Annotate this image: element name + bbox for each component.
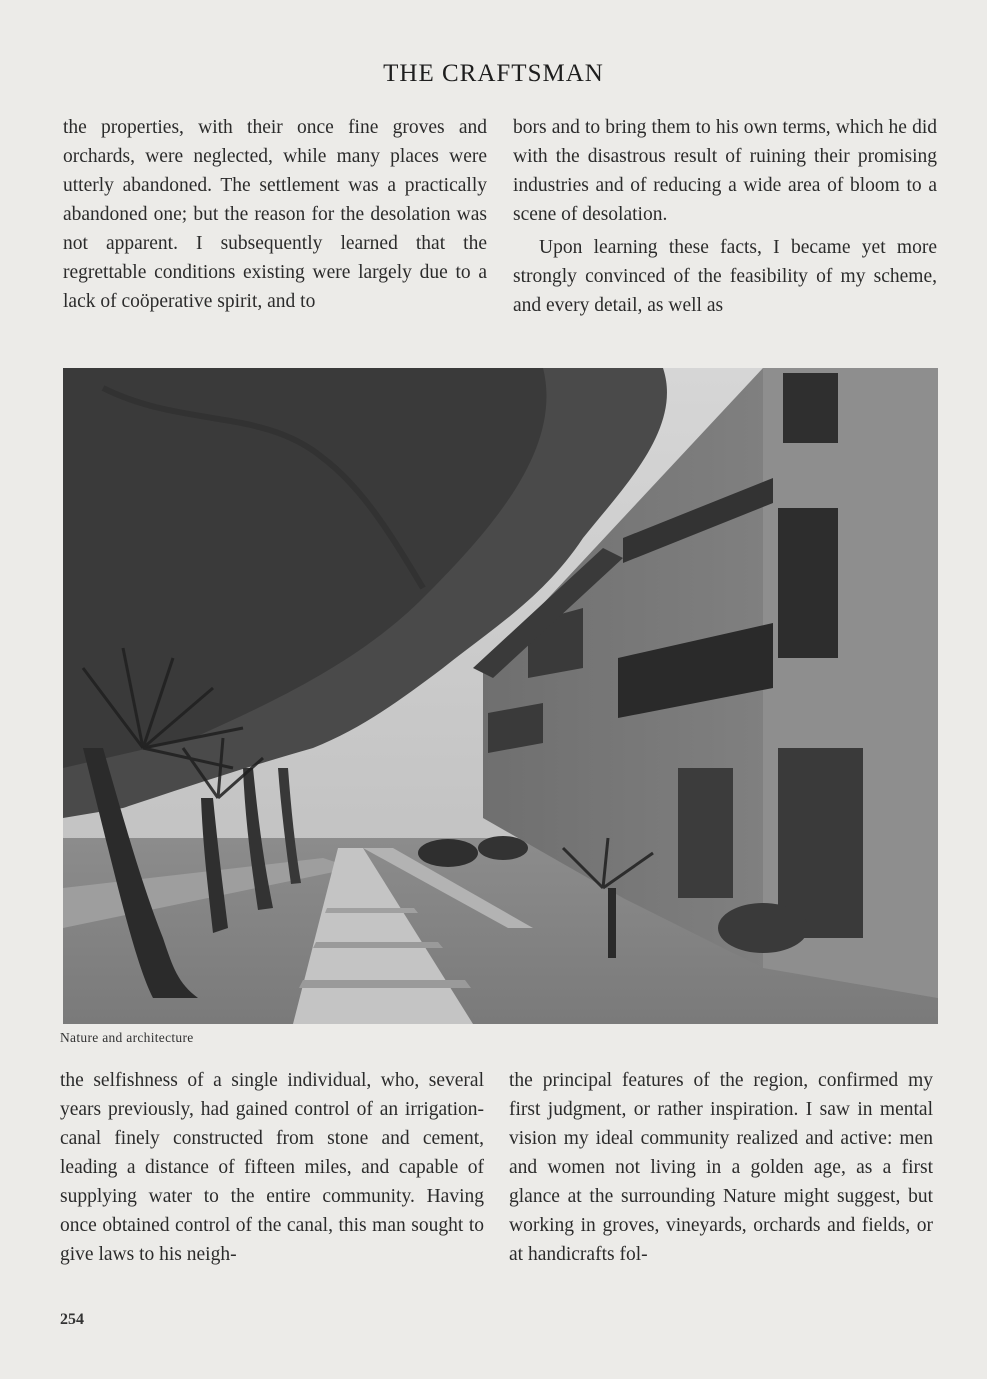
paragraph: the selfishness of a single individual, who, several years previously, had gained control of an irrigation-canal finely constructed from stone and cement, leading a distance of fifteen miles, and capable of supplying water to the entire community. Having once obtained control of the canal, this man sought to give laws to his neigh- bbox=[60, 1070, 484, 1265]
paragraph: bors and to bring them to his own terms, which he did with the disastrous result of ruining their promising industries and of reducing a wide area of bloom to a scene of desolation. bbox=[513, 117, 937, 225]
paragraph: the principal features of the region, confirmed my first judgment, or rather inspiration. I saw in mental vision my ideal community realized and active: men and women not living in a golden age, as a first glance at the surrounding Nature might suggest, but working in groves, vineyards, orchards and fields, or at handicrafts fol- bbox=[509, 1070, 933, 1265]
paragraph: Upon learning these facts, I became yet more strongly convinced of the feasibility of my scheme, and every detail, as well as bbox=[513, 237, 937, 316]
figure-caption: Nature and architecture bbox=[60, 1030, 194, 1045]
column-bottom-right bbox=[509, 1066, 933, 1269]
column-bottom-left bbox=[60, 1066, 484, 1269]
column-top-right bbox=[513, 113, 937, 320]
photograph-nature-and-architecture bbox=[63, 368, 938, 1024]
running-header: THE CRAFTSMAN bbox=[383, 60, 604, 87]
page-number: 254 bbox=[60, 1311, 84, 1328]
paragraph: the properties, with their once fine groves and orchards, were neglected, while many places were utterly abandoned. The settlement was a practically abandoned one; but the reason for the desolation was not apparent. I subsequently learned that the regrettable conditions existing were largely due to a lack of coöperative spirit, and to bbox=[63, 117, 487, 312]
column-top-left bbox=[63, 113, 487, 316]
